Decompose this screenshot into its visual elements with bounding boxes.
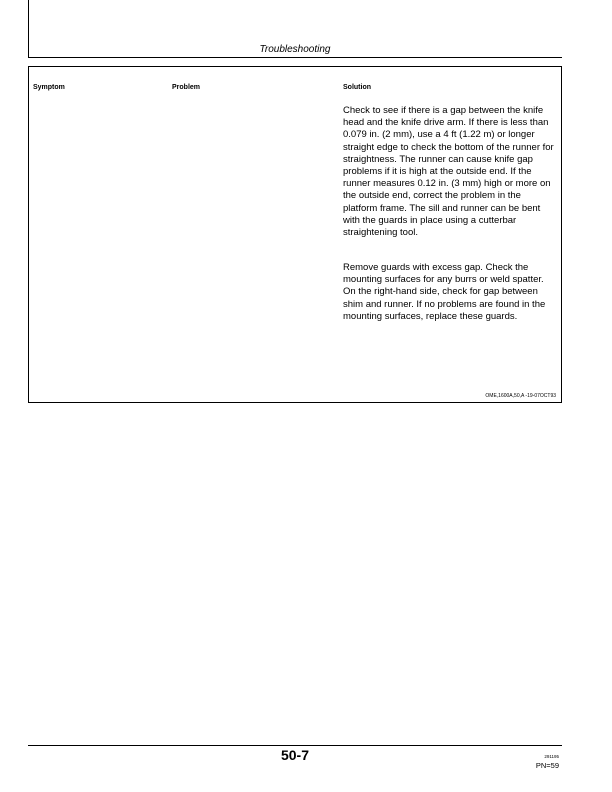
column-header-symptom: Symptom bbox=[33, 84, 65, 91]
document-date: 291195 bbox=[544, 754, 559, 759]
page-header-title: Troubleshooting bbox=[259, 44, 331, 55]
solution-paragraph-1: Check to see if there is a gap between the knife head and the knife drive arm. If there is less than 0.079 in. (2 mm), use a 4 ft (1.22 m) or longer straight edge to check the bottom of the runner for straightness. The runner can cause knife gap problems if it is high at the outside end. If the runner measures 0.12 in. (3 mm) high or more on the outside end, correct the problem in the platform frame. The sill and runner can be bent with the guards in place using a cutterbar straightening tool. bbox=[343, 105, 554, 239]
footer-rule bbox=[28, 745, 562, 746]
document-code: OME,1600A,50,A -19-07OCT93 bbox=[485, 393, 556, 399]
header-bottom-rule bbox=[28, 57, 562, 58]
column-header-problem: Problem bbox=[172, 84, 201, 91]
pn-label: PN=59 bbox=[535, 761, 559, 770]
solution-paragraph-2: Remove guards with excess gap. Check the mounting surfaces for any burrs or weld spatter. On the right-hand side, check for gap between shim and runner. If no problems are found in the mounting surfaces, replace these guards. bbox=[343, 262, 546, 322]
column-header-solution: Solution bbox=[343, 84, 371, 91]
page-number: 50-7 bbox=[280, 747, 310, 763]
